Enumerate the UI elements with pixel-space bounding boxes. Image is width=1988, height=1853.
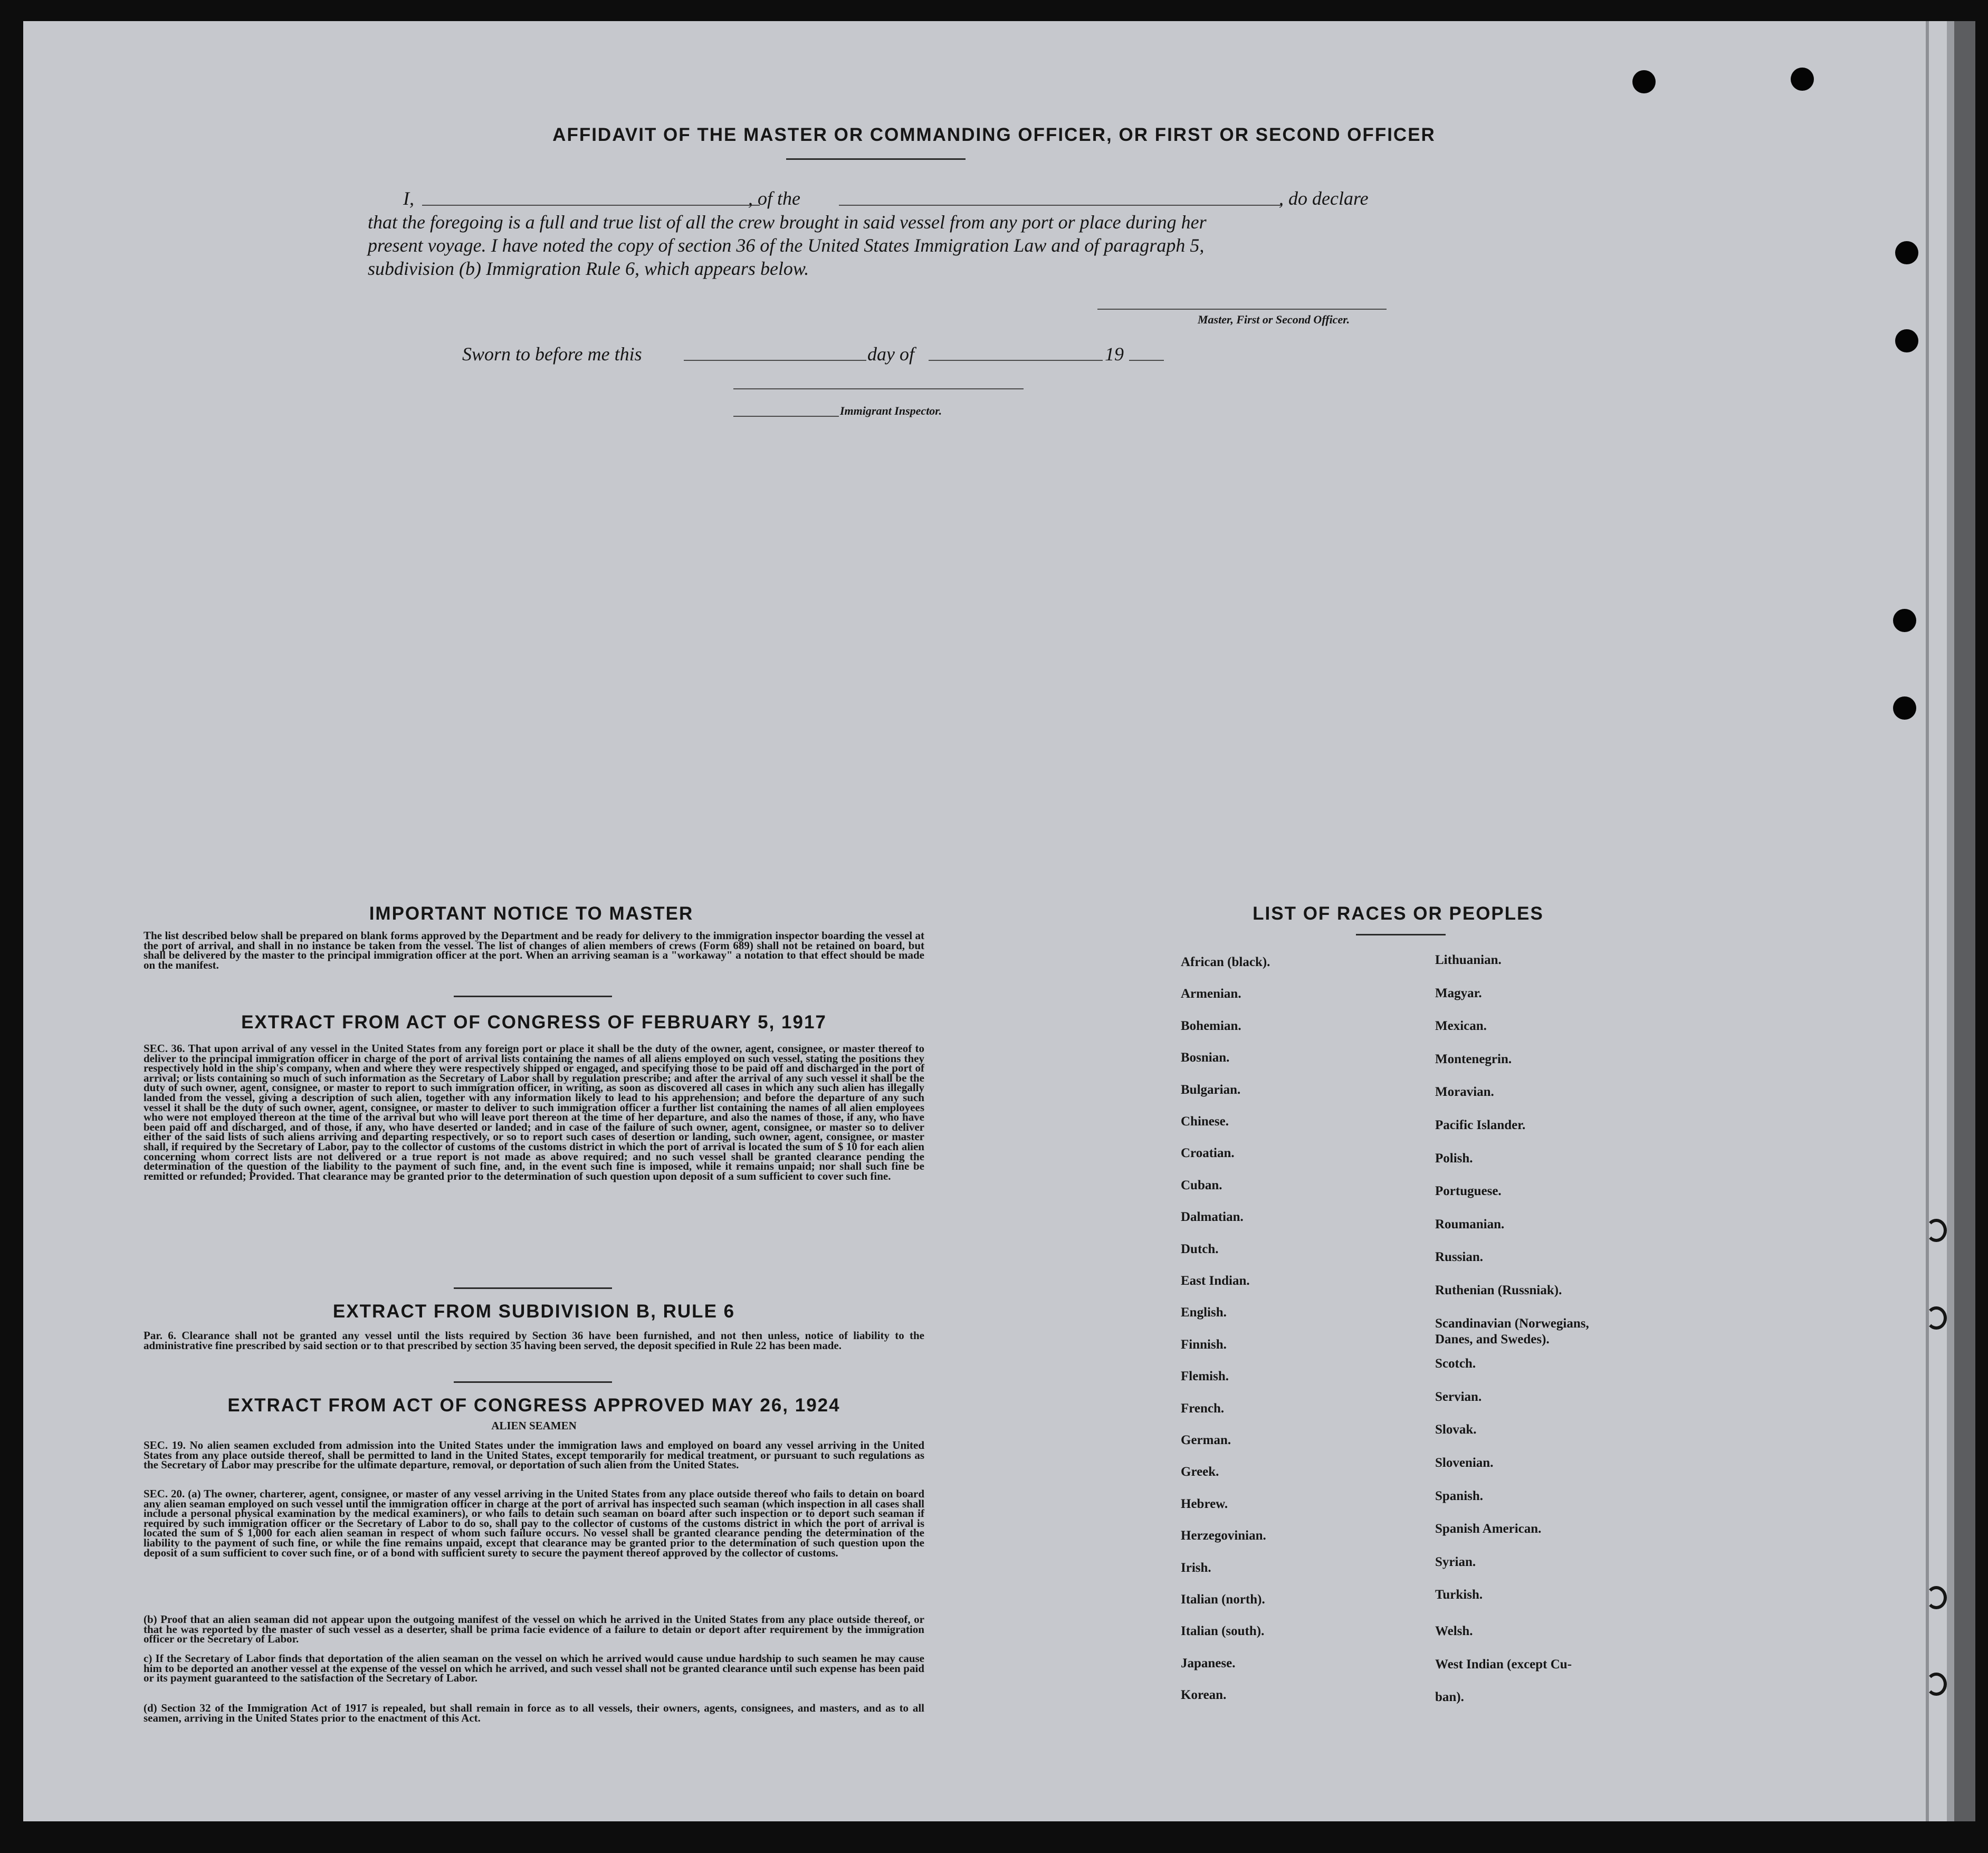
master-signature-label: Master, First or Second Officer. — [1198, 313, 1350, 326]
race-item: Scotch. — [1435, 1357, 1476, 1371]
extract-1917-body: SEC. 36. That upon arrival of any vessel in the United States from any foreign port or place it shall be the duty of the owner, agent, consignee, or master thereof to deliver to the principal immigration officer in charge of the port of arrival lists containing the names of all aliens employed on such vessel, stating the positions they respectively hold in the ship's company, when and where they were respectively shipped or engaged, and specifying those to be paid off and discharged in the port of arrival; or lists containing so much of such information as the Secretary of Labor shall by regulation prescribe; and after the arrival of any such vessel it shall be the duty of such owner, agent, consignee, or master to report to such immigration officer, in writing, as soon as discovered all cases in which any such alien has illegally landed from the vessel, giving a description of such alien, together with any information likely to lead to his apprehension; and before the departure of any such vessel it shall be the duty of such owner, agent, consignee, or master to deliver to such immigration officer a further list containing the names of all alien employees who were not employed thereon at the time of the arrival but who will leave port thereon at the time of her departure, and also the names of those, if any, who have been paid off and discharged, and of those, if any, who have deserted or landed; and in case of the failure of such owner, agent, consignee, or master so to deliver either of the said lists of such aliens arriving and departing respectively, or so to report such cases of desertion or landing, such owner, agent, consignee, or master shall, if required by the Secretary of Labor, pay to the collector of customs of the customs district in which the port of arrival is located the sum of $ 10 for each alien concerning whom correct lists are not delivered or a true report is not made as above required; and no such vessel shall be granted clearance pending the determination of the question of the liability to the payment of such fine, and, in the event such fine is imposed, while it remains unpaid; nor shall such fine be remitted or refunded; Provided. That clearance may be granted prior to the determination of such question upon deposit of a sum sufficient to cover such fine. — [144, 1042, 924, 1182]
punch-hole — [1632, 70, 1656, 93]
race-item: Croatian. — [1181, 1146, 1235, 1161]
declaration-line: subdivision (b) Immigration Rule 6, which appears below. — [368, 258, 809, 279]
title-underline — [786, 158, 966, 160]
race-item: Dalmatian. — [1181, 1210, 1244, 1225]
race-item: Scandinavian (Norwegians, — [1435, 1316, 1589, 1331]
sec-20d: (d) Section 32 of the Immigration Act of 1917 is repealed, but shall remain in force as to all vessels, their owners, agents, consignees, and masters, and as to all seamen, arriving in the United States prior to the enactment of this Act. — [144, 1702, 924, 1724]
race-item: Ruthenian (Russniak). — [1435, 1283, 1562, 1297]
race-item: Syrian. — [1435, 1554, 1476, 1569]
inspector-label: Immigrant Inspector. — [840, 404, 942, 417]
race-item: Bosnian. — [1181, 1050, 1230, 1065]
race-item: Slovenian. — [1435, 1456, 1494, 1470]
sec-20a: SEC. 20. (a) The owner, charterer, agent, consignee, or master of any vessel arriving in the United States from any place outside thereof who fails to detain on board any alien seaman employed on such vessel until the immigration officer in charge at the port of arrival has inspected such seaman (which inspection in all cases shall include a personal physical examination by the medical examiners), or who fails to detain such seaman on board after such inspection or to deport such seaman if required by such immigration officer or the Secretary of Labor to do so, shall pay to the collector of customs of the customs district in which the port of arrival is located the sum of $ 1,000 for each alien seaman in respect of whom such failure occurs. No vessel shall be granted clearance pending the determination of the liability to the payment of such fine, or while the fine remains unpaid, except that clearance may be granted prior to the determination of such question upon the deposit of a sum sufficient to cover such fine, or of a bond with sufficient surety to secure the payment thereof approved by the collector of customs. — [144, 1487, 924, 1559]
master-signature-line — [1097, 309, 1387, 310]
sworn-label: Sworn to before me this — [462, 343, 642, 365]
races-title: LIST OF RACES OR PEOPLES — [1253, 903, 1544, 924]
race-item: Finnish. — [1181, 1337, 1227, 1352]
race-item: Roumanian. — [1435, 1217, 1505, 1231]
race-item: Russian. — [1435, 1250, 1484, 1265]
race-item: Portuguese. — [1435, 1184, 1502, 1199]
divider — [454, 1287, 612, 1289]
name-line — [422, 205, 760, 206]
race-item: East Indian. — [1181, 1274, 1250, 1288]
punch-hole — [1895, 329, 1918, 352]
race-item: Dutch. — [1181, 1241, 1219, 1256]
extract-1924-title: EXTRACT FROM ACT OF CONGRESS APPROVED MAY 26, 1924 — [227, 1395, 840, 1416]
race-item: Italian (north). — [1181, 1592, 1265, 1607]
year-line — [1129, 360, 1164, 361]
race-item: Armenian. — [1181, 987, 1241, 1001]
divider — [454, 996, 612, 997]
page-edge — [1926, 21, 1929, 1821]
sec-20b: (b) Proof that an alien seaman did not appear upon the outgoing manifest of the vessel on which he arrived in the United States from any place outside thereof, or that he was reported by the master of such vessel as a deserter, shall be prima facie evidence of a failure to detain or deport after requirement by the immigration officer or the Secretary of Labor. — [144, 1613, 924, 1646]
punch-hole — [1791, 68, 1814, 91]
day-line — [684, 360, 866, 361]
extract-1924-subtitle: ALIEN SEAMEN — [491, 1419, 577, 1432]
sec-19: SEC. 19. No alien seamen excluded from admission into the United States under the immigration laws and employed on board any vessel arriving in the United States from any place outside thereof, shall be permitted to land in the United States, except temporarily for medical treatment, or pursuant to such regulations as the Secretary of Labor may prescribe for the ultimate departure, removal, or deportation of such alien from the United States. — [144, 1439, 924, 1472]
race-item: French. — [1181, 1401, 1225, 1416]
year-prefix: 19 — [1105, 343, 1124, 365]
do-declare-label: , do declare — [1279, 188, 1369, 209]
inspector-line — [733, 416, 839, 417]
race-item: Chinese. — [1181, 1114, 1229, 1129]
race-item: Mexican. — [1435, 1019, 1487, 1034]
vessel-line — [839, 205, 1282, 206]
extract-1917-title: EXTRACT FROM ACT OF CONGRESS OF FEBRUARY 5, 1917 — [241, 1012, 827, 1033]
page-edge-shadow — [1954, 21, 1975, 1821]
subdivision-b-title: EXTRACT FROM SUBDIVISION B, RULE 6 — [332, 1301, 735, 1322]
race-item: Servian. — [1435, 1389, 1482, 1404]
race-item: Spanish. — [1435, 1488, 1484, 1503]
race-item: Hebrew. — [1181, 1496, 1228, 1511]
punch-hole — [1893, 696, 1916, 720]
notice-title: IMPORTANT NOTICE TO MASTER — [369, 903, 694, 924]
race-item: West Indian (except Cu- — [1435, 1657, 1572, 1671]
race-item: Flemish. — [1181, 1369, 1229, 1384]
i-label: I, — [403, 188, 414, 209]
notice-body: The list described below shall be prepared on blank forms approved by the Department and be ready for delivery to the immigration inspector boarding the vessel at the port of arrival, and shall in no instance be taken from the vessel. The list of changes of alien members of crews (Form 689) shall not be retained on board, but shall be delivered by the master to the principal immigration officer at the port. When an arriving seaman is a "workaway" a notation to that effect should be made on the manifest. — [144, 929, 924, 971]
title-underline — [1356, 934, 1446, 935]
declaration-line: that the foregoing is a full and true list of all the crew brought in said vessel from any port or place during her — [368, 212, 1207, 233]
race-item: Magyar. — [1435, 986, 1482, 1000]
race-item: African (black). — [1181, 955, 1270, 969]
race-item: Spanish American. — [1435, 1522, 1542, 1536]
race-item: Cuban. — [1181, 1178, 1222, 1192]
declaration-line: present voyage. I have noted the copy of section 36 of the United States Immigration Law and of paragraph 5, — [368, 235, 1205, 256]
race-item: Polish. — [1435, 1151, 1473, 1166]
race-item: German. — [1181, 1433, 1231, 1447]
race-item: Italian (south). — [1181, 1624, 1265, 1639]
punch-hole — [1893, 609, 1916, 632]
race-item: Bohemian. — [1181, 1018, 1241, 1033]
month-line — [929, 360, 1103, 361]
punch-hole-outline — [1926, 1673, 1947, 1696]
race-item: Irish. — [1181, 1560, 1211, 1575]
race-item: Lithuanian. — [1435, 953, 1502, 967]
punch-hole-outline — [1926, 1306, 1947, 1330]
race-item: Herzegovinian. — [1181, 1529, 1266, 1543]
race-item: Moravian. — [1435, 1085, 1494, 1100]
affidavit-title: AFFIDAVIT OF THE MASTER OR COMMANDING OFFICER, OR FIRST OR SECOND OFFICER — [552, 125, 1436, 145]
sec-20c: c) If the Secretary of Labor finds that deportation of the alien seaman on the vessel on which he arrived would cause undue hardship to such seamen he may cause him to be deported an another vessel at the expense of the vessel on which he arrived, and such vessel shall not be granted clearance until such expense has been paid or its payment guaranteed to the satisfaction of the Secretary of Labor. — [144, 1652, 924, 1685]
subdivision-b-body: Par. 6. Clearance shall not be granted any vessel until the lists required by Section 36 have been furnished, and not then unless, notice of liability to the administrative fine prescribed by said section or to that prescribed by section 35 having been served, the deposit specified in Rule 22 has been made. — [144, 1329, 924, 1352]
race-item: English. — [1181, 1305, 1227, 1320]
race-item: Pacific Islander. — [1435, 1118, 1526, 1132]
race-item: Japanese. — [1181, 1656, 1236, 1670]
race-item: Turkish. — [1435, 1588, 1483, 1602]
divider — [454, 1381, 612, 1383]
race-item: Danes, and Swedes). — [1435, 1332, 1550, 1346]
race-item: Slovak. — [1435, 1422, 1477, 1437]
punch-hole-outline — [1926, 1586, 1947, 1609]
race-item: ban). — [1435, 1690, 1464, 1705]
punch-hole-outline — [1926, 1219, 1947, 1242]
race-item: Greek. — [1181, 1465, 1219, 1479]
race-item: Montenegrin. — [1435, 1052, 1512, 1066]
punch-hole — [1895, 241, 1918, 264]
race-item: Korean. — [1181, 1688, 1227, 1703]
inspector-signature-line — [733, 388, 1024, 389]
of-the-label: , of the — [748, 188, 800, 209]
day-of-label: day of — [867, 343, 914, 365]
race-item: Bulgarian. — [1181, 1082, 1241, 1097]
race-item: Welsh. — [1435, 1624, 1473, 1638]
